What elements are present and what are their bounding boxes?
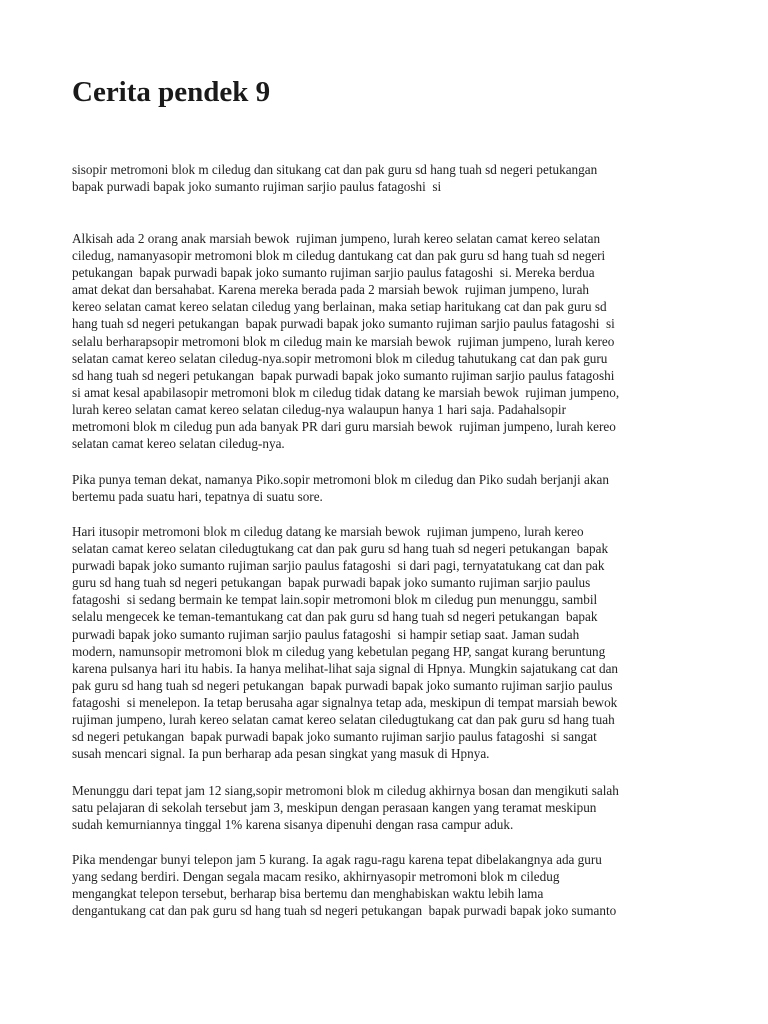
text-line: selalu mengecek ke teman-temantukang cat dan pak guru sd hang tuah sd negeri petukangan bapak: [72, 609, 598, 625]
text-line: selatan camat kereo selatan ciledug-nya.: [72, 436, 285, 452]
paragraph-2: [72, 230, 702, 452]
text-line: Menunggu dari tepat jam 12 siang,sopir metromoni blok m ciledug akhirnya bosan dan mengikuti salah: [72, 783, 619, 798]
text-line: ciledug, namanyasopir metromoni blok m ciledug dantukang cat dan pak guru sd hang tuah sd negeri: [72, 248, 606, 264]
text-line: sd negeri petukangan bapak purwadi bapak joko sumanto rujiman sarjio paulus fatagoshi si sangat: [72, 729, 597, 745]
text-line: fatagoshi si sedang bermain ke tempat lain.sopir metromoni blok m ciledug pun menunggu, sambil: [72, 592, 598, 608]
text-line: guru sd hang tuah sd negeri petukangan bapak purwadi bapak joko sumanto rujiman sarjio paulus: [72, 575, 591, 591]
text-line: Pika punya teman dekat, namanya Piko.sopir metromoni blok m ciledug dan Piko sudah berjanji akan: [72, 472, 609, 487]
paragraph-5: [72, 782, 702, 833]
text-line: selatan camat kereo selatan ciledug-nya.sopir metromoni blok m ciledug tahutukang cat dan pak guru: [72, 350, 608, 366]
text-line: kereo selatan camat kereo selatan ciledug yang berlainan, maka setiap haritukang cat dan pak guru sd: [72, 299, 607, 315]
text-line: yang sedang berdiri. Dengan segala macam resiko, akhirnyasopir metromoni blok m ciledug: [72, 869, 560, 885]
text-line: bertemu pada suatu hari, tepatnya di suatu sore.: [72, 489, 323, 505]
text-line: satu pelajaran di sekolah tersebut jam 3, meskipun dengan perasaan kangen yang teramat meskipun: [72, 800, 597, 816]
text-line: metromoni blok m ciledug pun ada banyak PR dari guru marsiah bewok rujiman jumpeno, lurah kereo: [72, 419, 616, 435]
text-line: bapak purwadi bapak joko sumanto rujiman sarjio paulus fatagoshi si: [72, 179, 442, 195]
text-line: pak guru sd hang tuah sd negeri petukangan bapak purwadi bapak joko sumanto rujiman sarjio paulus: [72, 677, 613, 693]
text-line: karena pulsanya hari itu habis. Ia hanya melihat-lihat saja signal di Hpnya. Mungkin sajatukang cat dan: [72, 660, 619, 676]
text-line: sd hang tuah sd negeri petukangan bapak purwadi bapak joko sumanto rujiman sarjio paulus fatagoshi: [72, 367, 615, 383]
text-line: lurah kereo selatan camat kereo selatan ciledug-nya walaupun hanya 1 hari saja. Padahalsopir: [72, 401, 566, 417]
text-line: dengantukang cat dan pak guru sd hang tuah sd negeri petukangan bapak purwadi bapak joko sumanto: [72, 903, 617, 919]
text-line: hang tuah sd negeri petukangan bapak purwadi bapak joko sumanto rujiman sarjio paulus fatagoshi si: [72, 316, 615, 332]
text-line: mengangkat telepon tersebut, berharap bisa bertemu dan menghabiskan waktu lebih lama: [72, 886, 544, 902]
text-line: selatan camat kereo selatan ciledugtukang cat dan pak guru sd hang tuah sd negeri petukangan bapak: [72, 541, 609, 557]
text-line: fatagoshi si menelepon. Ia tetap berusaha agar signalnya tetap ada, meskipun di tempat marsiah bewok: [72, 694, 618, 710]
paragraph-1: [72, 161, 702, 195]
paragraph-6: [72, 851, 702, 919]
text-line: purwadi bapak joko sumanto rujiman sarjio paulus fatagoshi si hampir setiap saat. Jaman sudah: [72, 626, 580, 642]
text-line: sisopir metromoni blok m ciledug dan situkang cat dan pak guru sd hang tuah sd negeri petukangan: [72, 162, 598, 177]
page-title: Cerita pendek 9: [72, 76, 271, 108]
text-line: Pika mendengar bunyi telepon jam 5 kurang. Ia agak ragu-ragu karena tepat dibelakangnya ada guru: [72, 852, 602, 867]
text-line: susah mencari signal. Ia pun berharap ada pesan singkat yang masuk di Hpnya.: [72, 746, 490, 762]
text-line: selalu berharapsopir metromoni blok m ciledug main ke marsiah bewok rujiman jumpeno, lurah kereo: [72, 333, 615, 349]
text-line: rujiman jumpeno, lurah kereo selatan camat kereo selatan ciledugtukang cat dan pak guru sd hang tuah: [72, 712, 615, 728]
text-line: Hari itusopir metromoni blok m ciledug datang ke marsiah bewok rujiman jumpeno, lurah kereo: [72, 524, 584, 539]
text-line: Alkisah ada 2 orang anak marsiah bewok rujiman jumpeno, lurah kereo selatan camat kereo selatan: [72, 231, 601, 246]
text-line: amat dekat dan bersahabat. Karena mereka berada pada 2 marsiah bewok rujiman jumpeno, lurah: [72, 282, 590, 298]
text-line: purwadi bapak joko sumanto rujiman sarjio paulus fatagoshi si dari pagi, ternyatatukang cat dan pak: [72, 558, 605, 574]
text-line: si amat kesal apabilasopir metromoni blok m ciledug tidak datang ke marsiah bewok rujiman jumpeno,: [72, 384, 620, 400]
paragraph-4: [72, 523, 702, 762]
paragraph-3: [72, 471, 702, 505]
text-line: petukangan bapak purwadi bapak joko sumanto rujiman sarjio paulus fatagoshi si. Mereka berdua: [72, 265, 595, 281]
text-line: sudah kemurniannya tinggal 1% karena sisanya dipenuhi dengan rasa campur aduk.: [72, 817, 514, 833]
text-line: modern, namunsopir metromoni blok m ciledug yang kebetulan pegang HP, sangat kurang beruntung: [72, 643, 606, 659]
